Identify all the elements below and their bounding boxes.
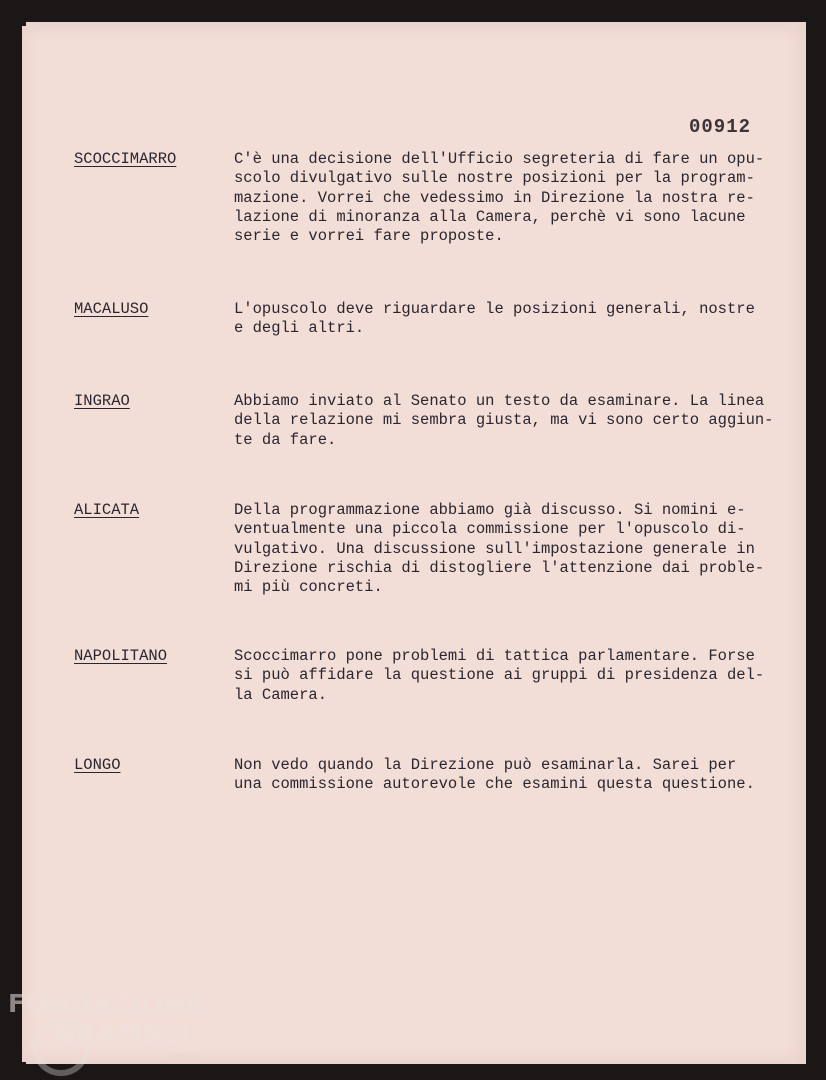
remark-line: Della programmazione abbiamo già discusso. Si nomini e-: [234, 501, 746, 519]
watermark-small-text: onlus: [170, 1052, 197, 1063]
page-number: 00912: [689, 116, 752, 138]
remark-line: lazione di minoranza alla Camera, perchè vi sono lacune: [234, 207, 746, 226]
watermark-subtitle: GRAMSCI: [54, 1018, 191, 1047]
speaker-name: ALICATA: [74, 501, 140, 519]
remark-line: una commissione autorevole che esamini questa questione.: [234, 775, 755, 794]
speaker-remark: [234, 300, 794, 339]
remark-line: Scoccimarro pone problemi di tattica parlamentare. Forse: [234, 647, 755, 665]
remark-line: scolo divulgativo sulle nostre posizioni per la program-: [234, 169, 755, 188]
remark-line: ventualmente una piccola commissione per l'opuscolo di-: [234, 520, 746, 539]
remark-line: te da fare.: [234, 430, 337, 449]
speaker-name: LONGO: [74, 756, 121, 774]
remark-line: vulgativo. Una discussione sull'impostazione generale in: [234, 539, 755, 558]
remark-line: la Camera.: [234, 685, 328, 704]
remark-line: si può affidare la questione ai gruppi di presidenza del-: [234, 666, 765, 685]
speaker-name: INGRAO: [74, 392, 130, 410]
speaker-name: MACALUSO: [74, 300, 149, 318]
speaker-remark: [234, 647, 794, 705]
remark-line: Non vedo quando la Direzione può esaminarla. Sarei per: [234, 756, 737, 774]
speaker-remark: [234, 392, 794, 450]
speaker-name: NAPOLITANO: [74, 647, 168, 665]
remark-line: mi più concreti.: [234, 578, 383, 597]
watermark-title: FONDAZIONE: [8, 989, 205, 1018]
speaker-remark: [234, 150, 794, 246]
archive-watermark: [8, 990, 204, 1048]
remark-line: mazione. Vorrei che vedessimo in Direzione la nostra re-: [234, 188, 755, 207]
speaker-remark: [234, 501, 794, 597]
remark-line: serie e vorrei fare proposte.: [234, 227, 504, 246]
remark-line: Direzione rischia di distogliere l'attenzione dai proble-: [234, 558, 765, 577]
speaker-name: SCOCCIMARRO: [74, 150, 177, 168]
remark-line: C'è una decisione dell'Ufficio segreteria di fare un opu-: [234, 150, 765, 168]
remark-line: e degli altri.: [234, 319, 365, 338]
remark-line: Abbiamo inviato al Senato un testo da esaminare. La linea: [234, 392, 765, 410]
remark-line: della relazione mi sembra giusta, ma vi sono certo aggiun-: [234, 411, 774, 430]
remark-line: L'opuscolo deve riguardare le posizioni generali, nostre: [234, 300, 755, 318]
speaker-remark: [234, 756, 794, 795]
document-page: [22, 26, 802, 1062]
